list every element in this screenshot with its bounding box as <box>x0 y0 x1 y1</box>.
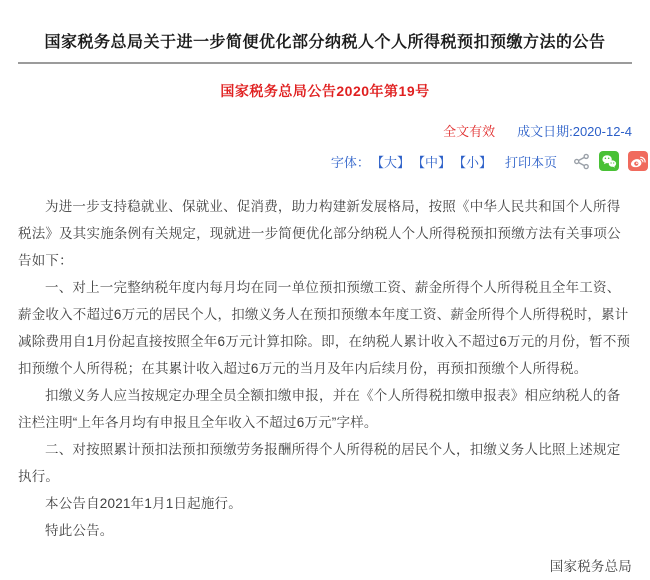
wechat-icon[interactable] <box>599 151 619 171</box>
font-size-small-button[interactable]: 【小】 <box>452 154 492 170</box>
signature: 国家税务总局 <box>549 559 632 574</box>
issue-date: 成文日期:2020-12-4 <box>517 124 632 139</box>
weibo-icon[interactable] <box>628 151 648 171</box>
font-size-medium-button[interactable]: 【中】 <box>411 154 451 170</box>
paragraph-intro: 为进一步支持稳就业、保就业、促消费，助力构建新发展格局，按照《中华人民共和国个人所得税法》及其实施条例有关规定，现就进一步简便优化部分纳税人个人所得税预扣预缴方法有关事项公告如下： <box>18 199 621 268</box>
font-size-large-button[interactable]: 【大】 <box>370 154 410 170</box>
paragraph-item-1: 一、对上一完整纳税年度内每月均在同一单位预扣预缴工资、薪金所得个人所得税且全年工资、薪金收入不超过6万元的居民个人，扣缴义务人在预扣预缴本年度工资、薪金所得个人所得税时，累计减除费用自1月份起直接按照全年6万元计算扣除。即，在纳税人累计收入不超过6万元的月份，暂不预扣预缴个人所得税；在其累计收入超过6万元的当月及年内后续月份，再预扣预缴个人所得税。 <box>18 280 631 376</box>
meta-row <box>18 124 632 139</box>
paragraph-closing: 特此公告。 <box>45 523 114 538</box>
paragraph-effective-date: 本公告自2021年1月1日起施行。 <box>45 496 242 511</box>
paragraph-item-2: 二、对按照累计预扣法预扣预缴劳务报酬所得个人所得税的居民个人，扣缴义务人比照上述规定执行。 <box>18 442 621 484</box>
share-icon[interactable] <box>573 153 590 170</box>
paragraph-item-1-note: 扣缴义务人应当按规定办理全员全额扣缴申报，并在《个人所得税扣缴申报表》相应纳税人的备注栏注明“上年各月均有申报且全年收入不超过6万元”字样。 <box>18 388 621 430</box>
toolbar <box>18 150 648 172</box>
title-divider <box>18 62 632 64</box>
page-title: 国家税务总局关于进一步简便优化部分纳税人个人所得税预扣预缴方法的公告 <box>44 34 606 51</box>
print-page-button[interactable]: 打印本页 <box>504 154 557 170</box>
font-size-label: 字体： <box>330 154 370 170</box>
announcement-body <box>18 193 632 580</box>
validity-status: 全文有效 <box>443 124 496 139</box>
doc-number: 国家税务总局公告2020年第19号 <box>220 83 430 99</box>
